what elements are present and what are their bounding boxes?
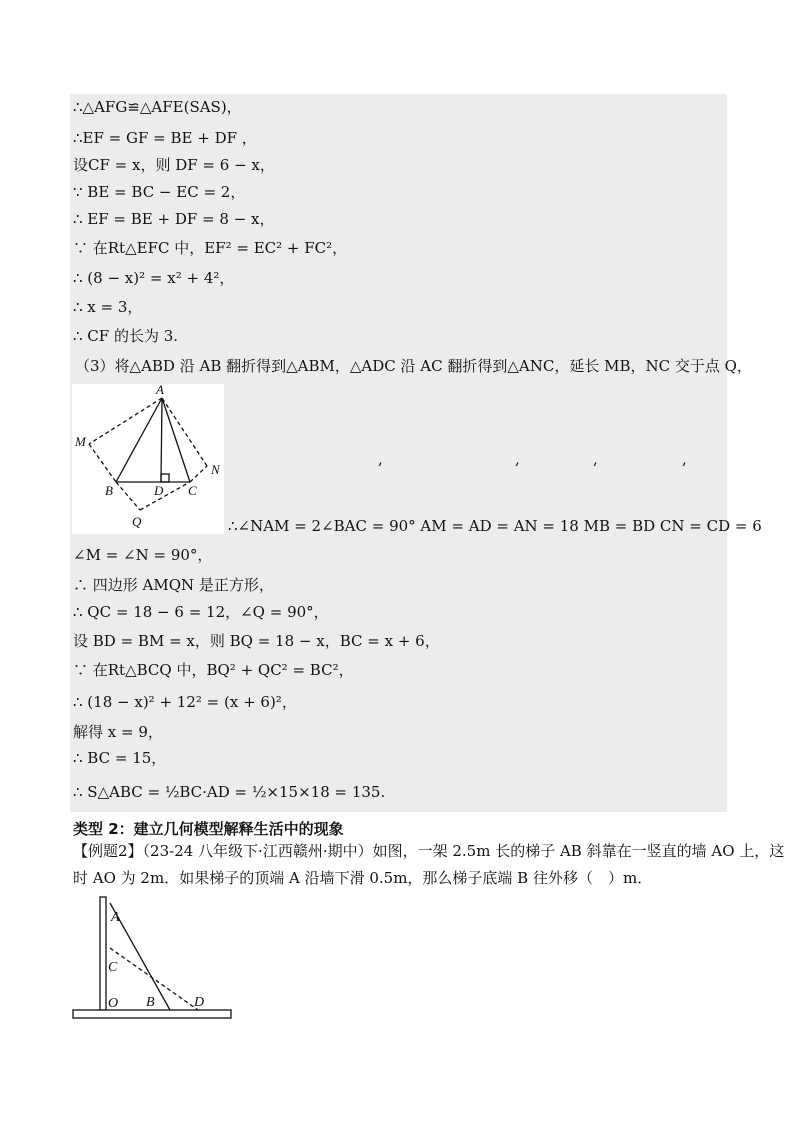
label-M: M bbox=[75, 434, 86, 449]
solution-line: ∵ BE = BC − EC = 2， bbox=[73, 183, 246, 201]
solution-line: ∴ 四边形 AMQN 是正方形， bbox=[73, 576, 274, 594]
ground bbox=[73, 1010, 231, 1018]
solution-line: 解得 x = 9， bbox=[73, 723, 163, 741]
section-heading: 类型 2：建立几何模型解释生活中的现象 bbox=[73, 820, 344, 838]
solution-line: ∴ QC = 18 − 6 = 12，∠Q = 90°， bbox=[73, 603, 329, 621]
segment-AB bbox=[116, 398, 162, 482]
label-O: O bbox=[108, 996, 119, 1011]
solution-line: ∴ S△ABC = ½BC·AD = ½×15×18 = 135. bbox=[73, 783, 386, 801]
solution-line: ∴ (18 − x)² + 12² = (x + 6)²， bbox=[73, 693, 297, 711]
solution-line: ∴EF = GF = BE + DF ， bbox=[73, 129, 257, 147]
solution-line: ∵ 在Rt△BCQ 中，BQ² + QC² = BC²， bbox=[73, 661, 354, 679]
solution-line: ∴ (8 − x)² = x² + 4²， bbox=[73, 269, 235, 287]
solution-line: ∴ BC = 15， bbox=[73, 749, 167, 767]
segment-BQ bbox=[116, 482, 140, 510]
solution-line: 设CF = x，则 DF = 6 − x， bbox=[73, 156, 275, 174]
solution-line: ∵ 在Rt△EFC 中，EF² = EC² + FC²， bbox=[73, 239, 348, 257]
segment-QC bbox=[140, 482, 190, 510]
solution-line: （3）将△ABD 沿 AB 翻折得到△ABM，△ADC 沿 AC 翻折得到△ANC，延长 MB，NC 交于点 Q， bbox=[75, 357, 752, 375]
label-A: A bbox=[111, 910, 120, 925]
square-fold-figure bbox=[72, 384, 224, 534]
wall bbox=[100, 897, 106, 1010]
segment-AC bbox=[162, 398, 190, 482]
ladder-figure bbox=[70, 893, 235, 1023]
comma: , bbox=[378, 450, 383, 468]
label-B: B bbox=[146, 995, 155, 1010]
label-D: D bbox=[194, 995, 205, 1010]
solution-line: ∴ CF 的长为 3. bbox=[73, 327, 179, 345]
solution-line: ∴△AFG≌△AFE(SAS)， bbox=[73, 98, 242, 116]
comma: , bbox=[682, 450, 687, 468]
segment-MB bbox=[89, 444, 116, 482]
segment-NA bbox=[162, 398, 207, 466]
solution-line: ∴ EF = BE + DF = 8 − x， bbox=[73, 210, 275, 228]
label-A: A bbox=[156, 384, 164, 397]
label-Q: Q bbox=[132, 514, 142, 529]
segment-AM bbox=[89, 398, 162, 444]
comma: , bbox=[515, 450, 520, 468]
segment-CN bbox=[190, 466, 207, 482]
solution-line: ∴ x = 3， bbox=[73, 298, 143, 316]
problem-text: 时 AO 为 2m．如果梯子的顶端 A 沿墙下滑 0.5m，那么梯子底端 B 往外移（ ）m． bbox=[73, 869, 653, 887]
segment-AD bbox=[161, 398, 162, 482]
solution-line: 设 BD = BM = x，则 BQ = 18 − x，BC = x + 6， bbox=[73, 632, 440, 650]
label-C: C bbox=[108, 960, 118, 975]
label-D: D bbox=[154, 483, 164, 498]
label-C: C bbox=[188, 483, 197, 498]
right-angle-mark bbox=[161, 474, 169, 482]
label-B: B bbox=[105, 483, 113, 498]
label-N: N bbox=[211, 462, 220, 477]
fig1-line: ∴∠NAM = 2∠BAC = 90° AM = AD = AN = 18 MB = BD CN = CD = 6 bbox=[228, 517, 762, 535]
problem-text: 【例题2】（23-24 八年级下·江西赣州·期中）如图，一架 2.5m 长的梯子 AB 斜靠在一竖直的墙 AO 上，这 bbox=[73, 842, 785, 860]
comma: , bbox=[593, 450, 598, 468]
solution-line: ∠M = ∠N = 90°， bbox=[73, 546, 213, 564]
